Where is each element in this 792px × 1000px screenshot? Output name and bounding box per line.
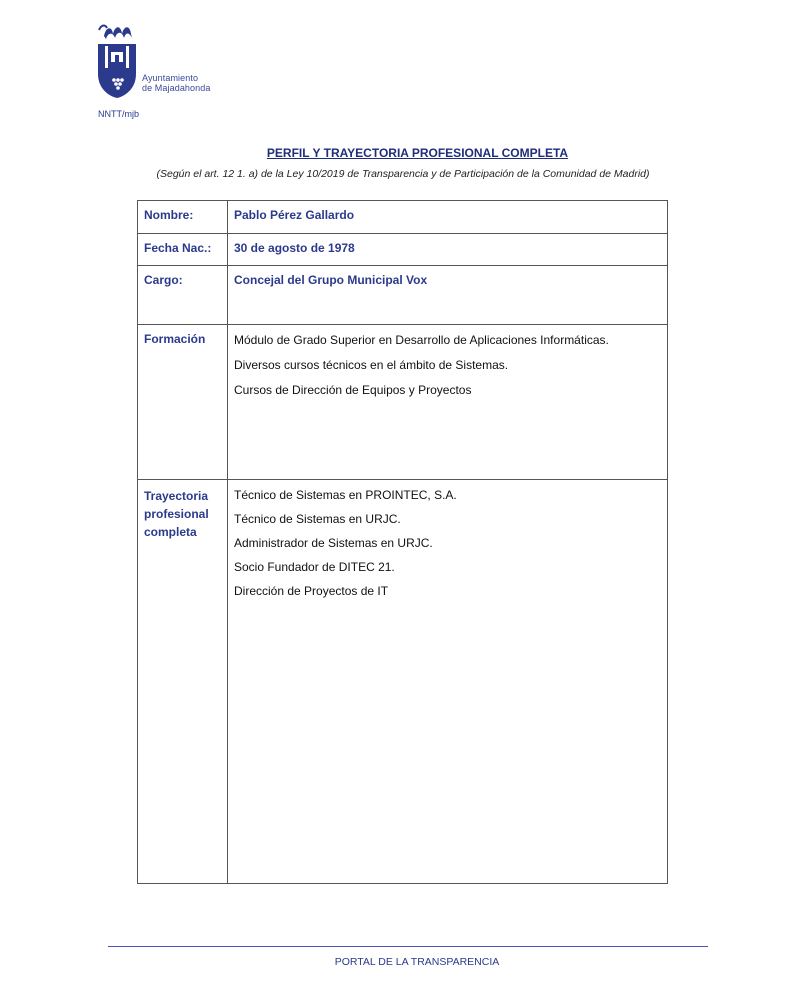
list-item: Diversos cursos técnicos en el ámbito de Sistemas.	[234, 358, 509, 372]
table-row-nombre	[138, 201, 668, 234]
footer-text: PORTAL DE LA TRANSPARENCIA	[334, 956, 500, 968]
list-item: Socio Fundador de DITEC 21.	[234, 560, 395, 574]
logo-caption-line1: Ayuntamiento	[142, 73, 199, 83]
document-title: PERFIL Y TRAYECTORIA PROFESIONAL COMPLETA	[266, 146, 569, 160]
table-row-formacion	[138, 325, 668, 480]
table-row-fecha	[138, 234, 668, 266]
document-subtitle: (Según el art. 12 1. a) de la Ley 10/2019 de Transparencia y de Participación de la Comunidad de Madrid)	[156, 168, 650, 180]
list-item: Técnico de Sistemas en URJC.	[234, 512, 401, 526]
profile-table	[137, 200, 668, 884]
cargo-value: Concejal del Grupo Municipal Vox	[228, 266, 668, 325]
list-item: Técnico de Sistemas en PROINTEC, S.A.	[234, 488, 457, 502]
reference-code: NNTT/mjb	[98, 109, 139, 119]
cargo-label: Cargo:	[138, 266, 228, 325]
fecha-label: Fecha Nac.:	[138, 234, 228, 266]
formacion-label: Formación	[138, 325, 228, 480]
trayectoria-list	[228, 480, 668, 884]
nombre-value: Pablo Pérez Gallardo	[228, 201, 668, 234]
formacion-list	[228, 325, 668, 480]
list-item: Administrador de Sistemas en URJC.	[234, 536, 433, 550]
trayectoria-label: Trayectoria profesional completa	[138, 480, 228, 884]
logo-caption	[142, 73, 210, 93]
list-item: Módulo de Grado Superior en Desarrollo de Aplicaciones Informáticas.	[234, 333, 609, 347]
fecha-value: 30 de agosto de 1978	[228, 234, 668, 266]
list-item: Dirección de Proyectos de IT	[234, 584, 389, 598]
table-row-trayectoria	[138, 480, 668, 884]
list-item: Cursos de Dirección de Equipos y Proyectos	[234, 383, 472, 397]
table-row-cargo	[138, 266, 668, 325]
footer-divider	[108, 946, 708, 947]
logo-caption-line2: de Majadahonda	[142, 83, 211, 93]
nombre-label: Nombre:	[138, 201, 228, 234]
